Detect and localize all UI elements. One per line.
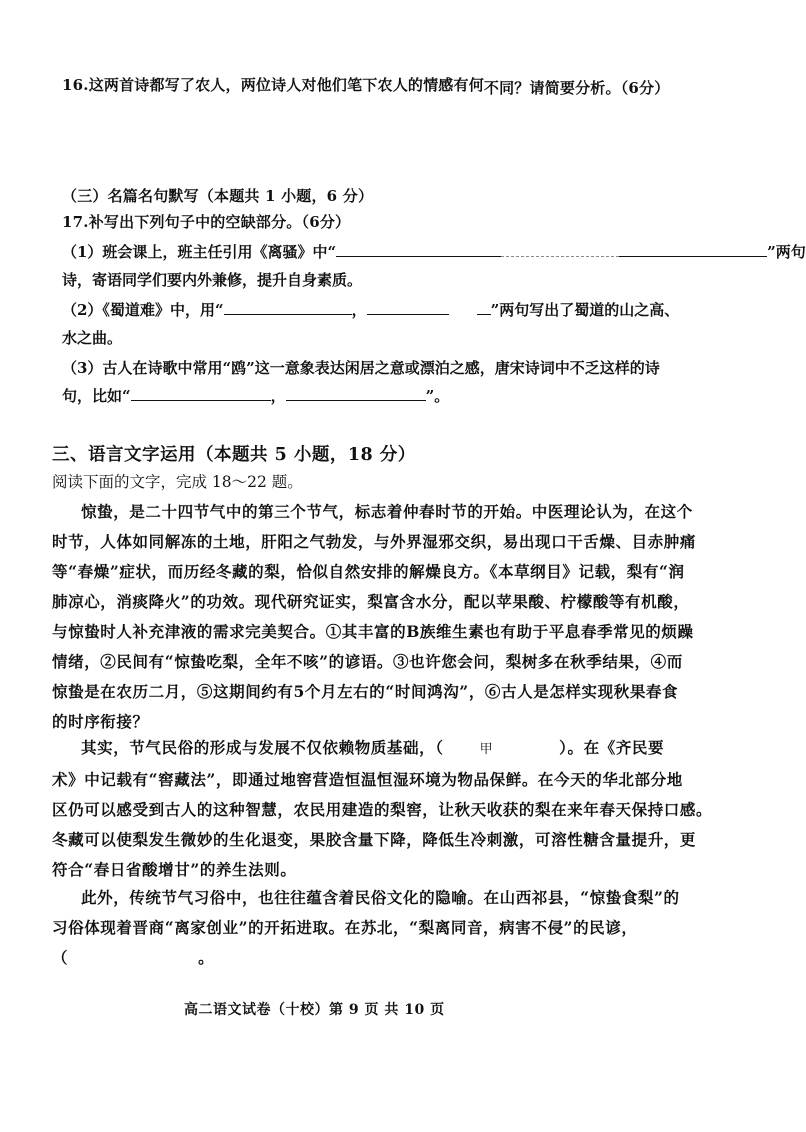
q17-item-1-blank-3[interactable]: [619, 255, 767, 257]
q17-item-2-blank-1[interactable]: [224, 313, 352, 315]
p3-line-3: [52, 943, 712, 973]
q17-item-2-blank-3[interactable]: [477, 313, 491, 315]
q17-item-2-text-c: ”两句写出了蜀道的山之高、: [490, 301, 680, 319]
p1-line-5: 与惊蛰时人补充津液的需求完美契合。①其丰富的B族维生素也有助于平息春季常见的烦躁: [52, 622, 694, 641]
q17-item-3-text-d: ”。: [425, 387, 450, 405]
section-3-heading: （三）名篇名句默写（本题共 1 小题，6 分）: [62, 187, 374, 205]
p2-line-1: [52, 733, 712, 765]
passage-paragraph-2: [52, 733, 712, 885]
q17-item-3-comma: ，: [270, 387, 286, 405]
page-footer: 高二语文试卷（十校）第 9 页 共 10 页: [184, 1002, 445, 1018]
p2-line-1-a: 其实，节气民俗的形成与发展不仅依赖物质基础，（: [81, 738, 444, 757]
q17-item-3-line: （3）古人在诗歌中常用“鸥”这一意象表达闲居之意或漂泊之感，唐宋诗词中不乏这样的诗: [62, 359, 660, 377]
p1-line-2: 时节，人体如同解冻的土地，肝阳之气勃发，与外界湿邪交织，易出现口干舌燥、目赤肿痛: [52, 532, 697, 551]
p1-line-1: 惊蛰，是二十四节气中的第三个节气，标志着仲春时节的开始。中医理论认为，在这个: [81, 502, 693, 521]
question-16-prefix: 16.这两首诗都写了农人，两位诗人对他们笔下农人的情感有何: [62, 76, 484, 94]
q17-item-2-blank-2[interactable]: [367, 313, 449, 315]
p1-line-4: 肺凉心，消痰降火”的功效。现代研究证实，梨富含水分，配以苹果酸、柠檬酸等有机酸，: [52, 592, 690, 611]
p3-line-1: 此外，传统节气习俗中，也往往蕴含着民俗文化的隐喻。在山西祁县，“惊蛰食梨”的: [81, 888, 680, 907]
blank-jia-label: 甲: [479, 742, 494, 757]
q17-item-1-text-b: ”两句: [767, 243, 806, 261]
passage-paragraph-1: [52, 497, 697, 737]
p1-line-8: 的时序衔接？: [52, 712, 149, 731]
q17-item-1-line-2: 诗，寄语同学们要内外兼修，提升自身素质。: [62, 271, 363, 289]
q17-item-3-text-b: 句，比如“: [62, 387, 131, 405]
part-3-instruction: 阅读下面的文字，完成 18～22 题。: [52, 473, 303, 491]
p2-line-3: 区仍可以感受到古人的这种智慧，农民用建造的梨窖，让秋天收获的梨在来年春天保持口感。: [52, 800, 713, 819]
p3-line-3-end: 。: [198, 948, 215, 967]
question-16-suffix: 不同？请简要分析。（6分）: [483, 79, 670, 97]
passage-paragraph-3: [52, 883, 712, 973]
p2-line-2: 术》中记载有“窖藏法”，即通过地窖营造恒温恒湿环境为物品保鲜。在今天的华北部分地: [52, 770, 683, 789]
p3-line-2: 习俗体现着晋商“离家创业”的开拓进取。在苏北，“梨离同音，病害不侵”的民谚，: [52, 918, 638, 937]
q17-item-1-text-a: （1）班会课上，班主任引用《离骚》中“: [62, 243, 337, 261]
q17-item-2-text-a: （2）《蜀道难》中，用“: [62, 301, 224, 319]
q17-item-3-line-2: [62, 385, 449, 406]
q17-item-3-blank-1[interactable]: [131, 399, 271, 401]
p1-line-3: 等“春燥”症状，而历经冬藏的梨，恰似自然安排的解燥良方。《本草纲目》记载，梨有“润: [52, 562, 685, 581]
q17-item-2-line: [62, 299, 679, 320]
p3-line-3-open-paren: （: [52, 948, 69, 967]
p1-line-7: 惊蛰是在农历二月，⑤这期间约有5个月左右的“时间鸿沟”，⑥古人是怎样实现秋果春食: [52, 682, 679, 701]
q17-item-1-line: [62, 241, 806, 262]
question-16: [62, 74, 669, 95]
part-3-heading: 三、语言文字运用（本题共 5 小题，18 分）: [52, 445, 416, 465]
p2-line-1-b: ）。在《齐民要: [559, 738, 665, 757]
q17-item-1-blank-1[interactable]: [336, 255, 501, 257]
question-17-title: 17.补写出下列句子中的空缺部分。（6分）: [62, 213, 351, 231]
q17-item-2-comma: ，: [351, 301, 367, 319]
p2-line-5: 符合“春日省酸增甘”的养生法则。: [52, 860, 297, 879]
q17-item-3-blank-2[interactable]: [286, 399, 426, 401]
q17-item-1-blank-2[interactable]: [501, 255, 619, 257]
p2-line-4: 冬藏可以使梨发生微妙的生化退变，果胶含量下降，降低生冷刺激，可溶性糖含量提升，更: [52, 830, 697, 849]
p1-line-6: 情绪，②民间有“惊蛰吃梨，全年不咳”的谚语。③也许您会问，梨树多在秋季结果，④而: [52, 652, 683, 671]
q17-item-2-line-2: 水之曲。: [62, 329, 123, 347]
